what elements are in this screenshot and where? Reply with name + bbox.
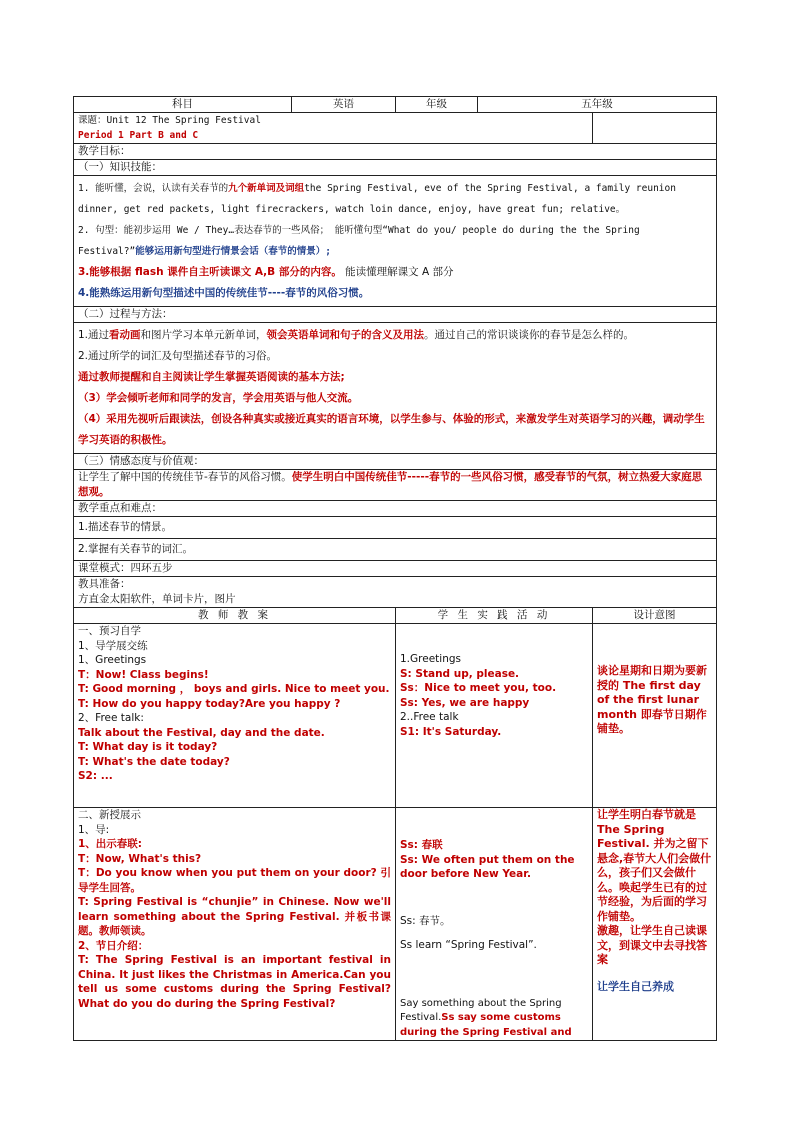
section2-design bbox=[593, 808, 717, 1041]
s2-student-line2: Ss: We often put them on the door before New Year. bbox=[400, 853, 575, 880]
s1-teacher-line-8: Talk about the Festival, day and the date. bbox=[78, 726, 325, 739]
grade-label: 年级 bbox=[396, 97, 478, 113]
s2-student-line4: Ss learn “Spring Festival”. bbox=[400, 939, 537, 951]
s2-teacher-line-8: T: The Spring Festival is an important festival in China. It just likes the Christmas in America.Can you tell us some customs during the Spring Festival? What do you do during the Spring Festival? bbox=[78, 954, 391, 1010]
knowledge-item-3: 3.能够根据 flash 课件自主听读课文 A,B 部分的内容。 能读懂理解课文 A 部分 bbox=[78, 266, 454, 278]
s1-teacher-line-1: 一、预习自学 bbox=[78, 625, 141, 637]
s2-teacher-line-6: T: Spring Festival is “chunjie” in Chinese. Now we'll learn something about the Spring Festival. 并板书课题。教师领读。 bbox=[78, 896, 391, 937]
objectives-heading: 教学目标： bbox=[74, 144, 717, 160]
s1-student-line-2: S: Stand up, please. bbox=[400, 667, 520, 680]
section2-teacher bbox=[74, 808, 396, 1041]
s2-teacher-line-2: 1、导: bbox=[78, 823, 110, 836]
process-item-4: （3）学会倾听老师和同学的发言，学会用英语与他人交流。 bbox=[78, 392, 359, 404]
knowledge-item-2: 2. 句型：能初步运用 We / They…表达春节的一些风俗； 能听懂句型“What do you/ people do during the the Spring Festival?”能够运用新句型进行情景会话（春节的情景）; bbox=[78, 225, 640, 257]
design-column-header: 设计意图 bbox=[593, 608, 717, 624]
tools-cell bbox=[74, 577, 717, 608]
process-item-2: 2.通过所学的词汇及句型描述春节的习俗。 bbox=[78, 350, 278, 362]
s1-student-line-6: S1: It's Saturday. bbox=[400, 725, 502, 738]
section1-student bbox=[396, 624, 593, 808]
student-column-header: 学 生 实 践 活 动 bbox=[396, 608, 593, 624]
s2-design-part2: 激趣，让学生自己读课文，到课文中去寻找答案 bbox=[597, 924, 707, 966]
s1-teacher-line-10: T: What's the date today? bbox=[78, 755, 230, 768]
s1-student-line-1: 1.Greetings bbox=[400, 653, 461, 665]
s1-teacher-line-5: T: Good morning ， boys and girls. Nice to meet you. bbox=[78, 683, 390, 695]
process-body bbox=[74, 323, 717, 454]
s1-teacher-line-2: 1、导学展交练 bbox=[78, 639, 148, 652]
column-header-row bbox=[74, 608, 717, 624]
s1-student-line-3: Ss：Nice to meet you, too. bbox=[400, 682, 557, 694]
s1-teacher-line-4: T：Now! Class begins! bbox=[78, 668, 209, 681]
s2-teacher-line-7: 2、节日介绍： bbox=[78, 939, 149, 952]
knowledge-item-1: 1. 能听懂，会说，认读有关春节的九个新单词及词组the Spring Festival, eve of the Spring Festival, a family reunion dinner, get red packets, light firecrackers, watch loin dance, enjoy, have great fun; relative。 bbox=[78, 183, 676, 215]
lesson-plan-table bbox=[73, 96, 717, 1041]
teacher-column-header: 教 师 教 案 bbox=[74, 608, 396, 624]
lesson-plan-page bbox=[73, 96, 716, 1041]
s2-student-line1: Ss: 春联 bbox=[400, 839, 443, 851]
knowledge-body bbox=[74, 176, 717, 307]
subject-value: 英语 bbox=[292, 97, 396, 113]
section1-teacher bbox=[74, 624, 396, 808]
s2-student-line3: Ss: 春节。 bbox=[400, 914, 451, 927]
tools-text: 方直金太阳软件，单词卡片，图片 bbox=[78, 593, 236, 605]
s1-teacher-line-3: 1、Greetings bbox=[78, 654, 147, 666]
header-row bbox=[74, 97, 717, 113]
process-item-1: 1.通过看动画和图片学习本单元新单词，领会英语单词和句子的含义及用法。通过自己的常识谈谈你的春节是怎么样的。 bbox=[78, 329, 635, 341]
section2-student bbox=[396, 808, 593, 1041]
grade-value: 五年级 bbox=[478, 97, 717, 113]
s2-design-part1: 让学生明白春节就是 The Spring Festival. 并为之留下悬念,春节大人们会做什么，孩子们又会做什么。唤起学生已有的过节经验，为后面的学习作铺垫。 bbox=[597, 808, 712, 923]
lesson-title: 课题：Unit 12 The Spring Festival bbox=[78, 115, 261, 126]
s2-student-line5: Say something about the Spring Festival.Ss say some customs during the Spring Festival and bbox=[400, 997, 572, 1038]
section2-row bbox=[74, 808, 717, 1041]
section1-row bbox=[74, 624, 717, 808]
s1-teacher-line-7: 2、Free talk: bbox=[78, 712, 144, 724]
s1-student-line-4: Ss: Yes, we are happy bbox=[400, 696, 530, 709]
lesson-title-blank bbox=[593, 113, 717, 144]
subject-label: 科目 bbox=[74, 97, 292, 113]
process-heading: （二）过程与方法： bbox=[74, 307, 717, 323]
s1-teacher-line-9: T: What day is it today? bbox=[78, 741, 218, 753]
knowledge-heading: （一）知识技能： bbox=[74, 160, 717, 176]
attitude-heading: （三）情感态度与价值观： bbox=[74, 454, 717, 470]
s2-teacher-line-5: T：Do you know when you put them on your door? 引导学生回答。 bbox=[78, 867, 391, 894]
s2-teacher-line-4: T：Now, What's this? bbox=[78, 852, 202, 865]
s2-teacher-line-1: 二、新授展示 bbox=[78, 809, 141, 821]
attitude-body: 让学生了解中国的传统佳节-春节的风俗习惯。使学生明白中国传统佳节-----春节的一些风俗习惯，感受春节的气氛，树立热爱大家庭思想观。 bbox=[74, 470, 717, 501]
lesson-title-row bbox=[74, 113, 717, 144]
s1-teacher-line-6: T: How do you happy today?Are you happy ? bbox=[78, 697, 341, 710]
key-point-1: 1.描述春节的情景。 bbox=[74, 517, 717, 539]
tools-heading: 教具准备： bbox=[78, 578, 131, 590]
section1-design: 谈论星期和日期为要新授的 The first day of the first lunar month 即春节日期作铺垫。 bbox=[593, 624, 717, 808]
class-mode: 课堂模式：四环五步 bbox=[74, 561, 717, 577]
s1-student-line-5: 2..Free talk bbox=[400, 711, 459, 723]
knowledge-item-4: 4.能熟练运用新句型描述中国的传统佳节----春节的风俗习惯。 bbox=[78, 287, 370, 299]
key-points-heading: 教学重点和难点： bbox=[74, 501, 717, 517]
lesson-period: Period 1 Part B and C bbox=[78, 130, 199, 141]
s2-design-part3: 让学生自己养成 bbox=[597, 979, 674, 993]
process-item-5: （4）采用先视听后跟读法，创设各种真实或接近真实的语言环境，以学生参与、体验的形式，来激发学生对英语学习的兴趣，调动学生学习英语的积极性。 bbox=[78, 413, 705, 446]
s1-teacher-line-11: S2: ... bbox=[78, 770, 113, 782]
process-item-3: 通过教师提醒和自主阅读让学生掌握英语阅读的基本方法; bbox=[78, 371, 345, 383]
key-point-2: 2.掌握有关春节的词汇。 bbox=[74, 539, 717, 561]
s2-teacher-line-3: 1、出示春联: bbox=[78, 838, 143, 850]
